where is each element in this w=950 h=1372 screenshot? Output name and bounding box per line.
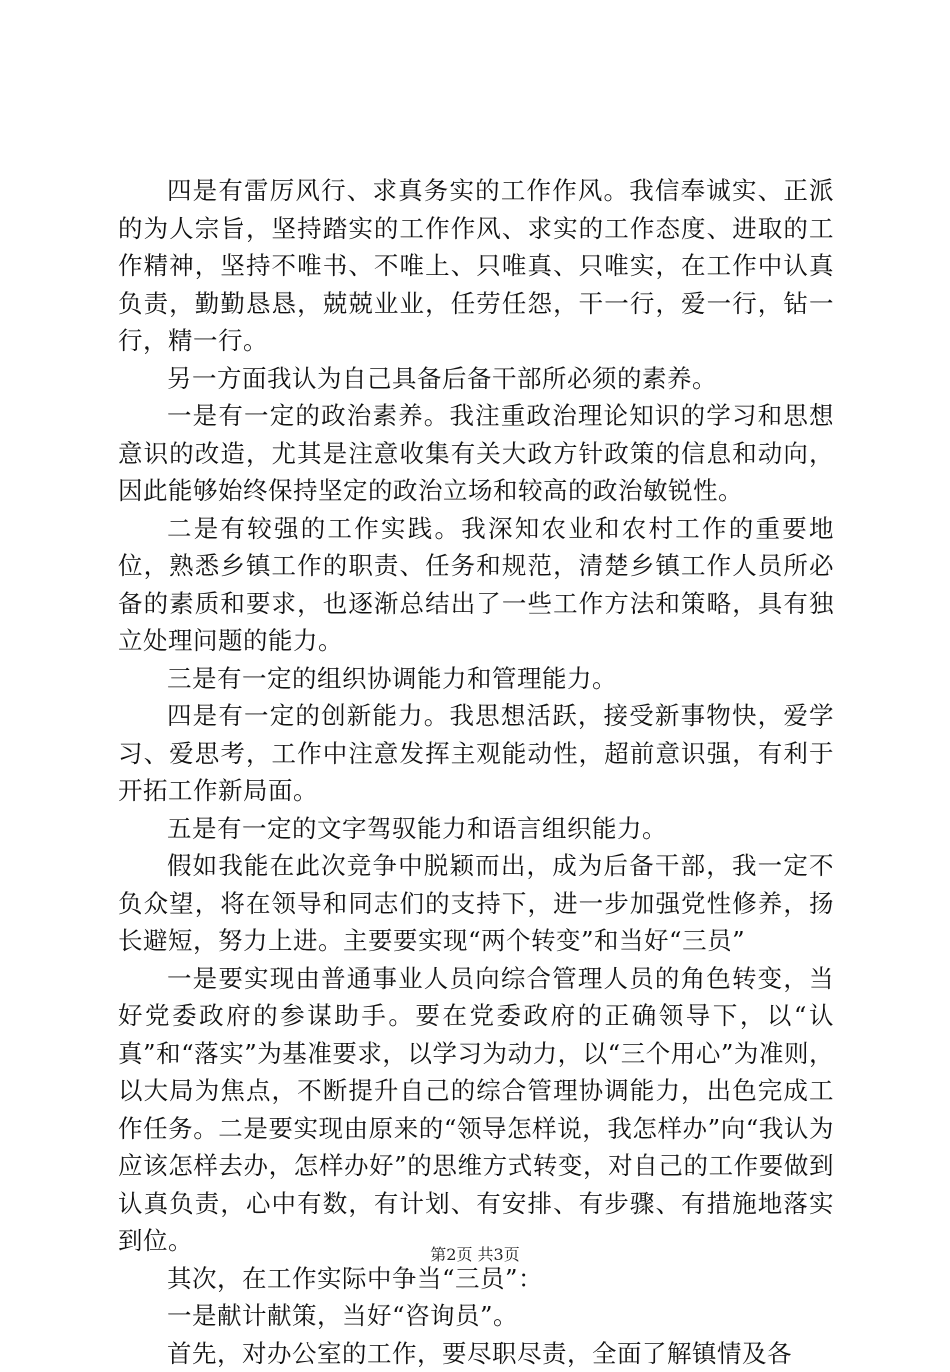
paragraph-three-roles-intro: 其次，在工作实际中争当“三员”： xyxy=(118,1260,834,1298)
page-number-footer: 第2页 共3页 xyxy=(0,1244,950,1266)
paragraph-political-quality: 一是有一定的政治素养。我注重政治理论知识的学习和思想意识的改造，尤其是注意收集有关大政方针政策的信息和动向，因此能够始终保持坚定的政治立场和较高的政治敏锐性。 xyxy=(118,397,834,510)
paragraph-writing-ability: 五是有一定的文字驾驭能力和语言组织能力。 xyxy=(118,810,834,848)
document-body xyxy=(118,172,834,1372)
paragraph-innovation-ability: 四是有一定的创新能力。我思想活跃，接受新事物快，爱学习、爱思考，工作中注意发挥主观能动性，超前意识强，有利于开拓工作新局面。 xyxy=(118,697,834,810)
paragraph-coordination-ability: 三是有一定的组织协调能力和管理能力。 xyxy=(118,660,834,698)
paragraph-work-style: 四是有雷厉风行、求真务实的工作作风。我信奉诚实、正派的为人宗旨，坚持踏实的工作作风、求实的工作态度、进取的工作精神，坚持不唯书、不唯上、只唯真、只唯实，在工作中认真负责，勤勤恳恳，兢兢业业，任劳任怨，干一行，爱一行，钻一行，精一行。 xyxy=(118,172,834,360)
paragraph-work-practice: 二是有较强的工作实践。我深知农业和农村工作的重要地位，熟悉乡镇工作的职责、任务和规范，清楚乡镇工作人员所必备的素质和要求，也逐渐总结出了一些工作方法和策略，具有独立处理问题的能力。 xyxy=(118,510,834,660)
paragraph-office-duties: 首先，对办公室的工作，要尽职尽责，全面了解镇情及各 xyxy=(118,1335,834,1372)
paragraph-commitment: 假如我能在此次竞争中脱颖而出，成为后备干部，我一定不负众望，将在领导和同志们的支持下，进一步加强党性修养，扬长避短，努力上进。主要要实现“两个转变”和当好“三员” xyxy=(118,847,834,960)
paragraph-qualities-intro: 另一方面我认为自己具备后备干部所必须的素养。 xyxy=(118,360,834,398)
paragraph-two-transformations: 一是要实现由普通事业人员向综合管理人员的角色转变，当好党委政府的参谋助手。要在党委政府的正确领导下，以“认真”和“落实”为基准要求，以学习为动力，以“三个用心”为准则，以大局为焦点，不断提升自己的综合管理协调能力，出色完成工作任务。二是要实现由原来的“领导怎样说，我怎样办”向“我认为应该怎样去办，怎样办好”的思维方式转变，对自己的工作要做到认真负责，心中有数，有计划、有安排、有步骤、有措施地落实到位。 xyxy=(118,960,834,1260)
paragraph-consultant-role: 一是献计献策，当好“咨询员”。 xyxy=(118,1297,834,1335)
